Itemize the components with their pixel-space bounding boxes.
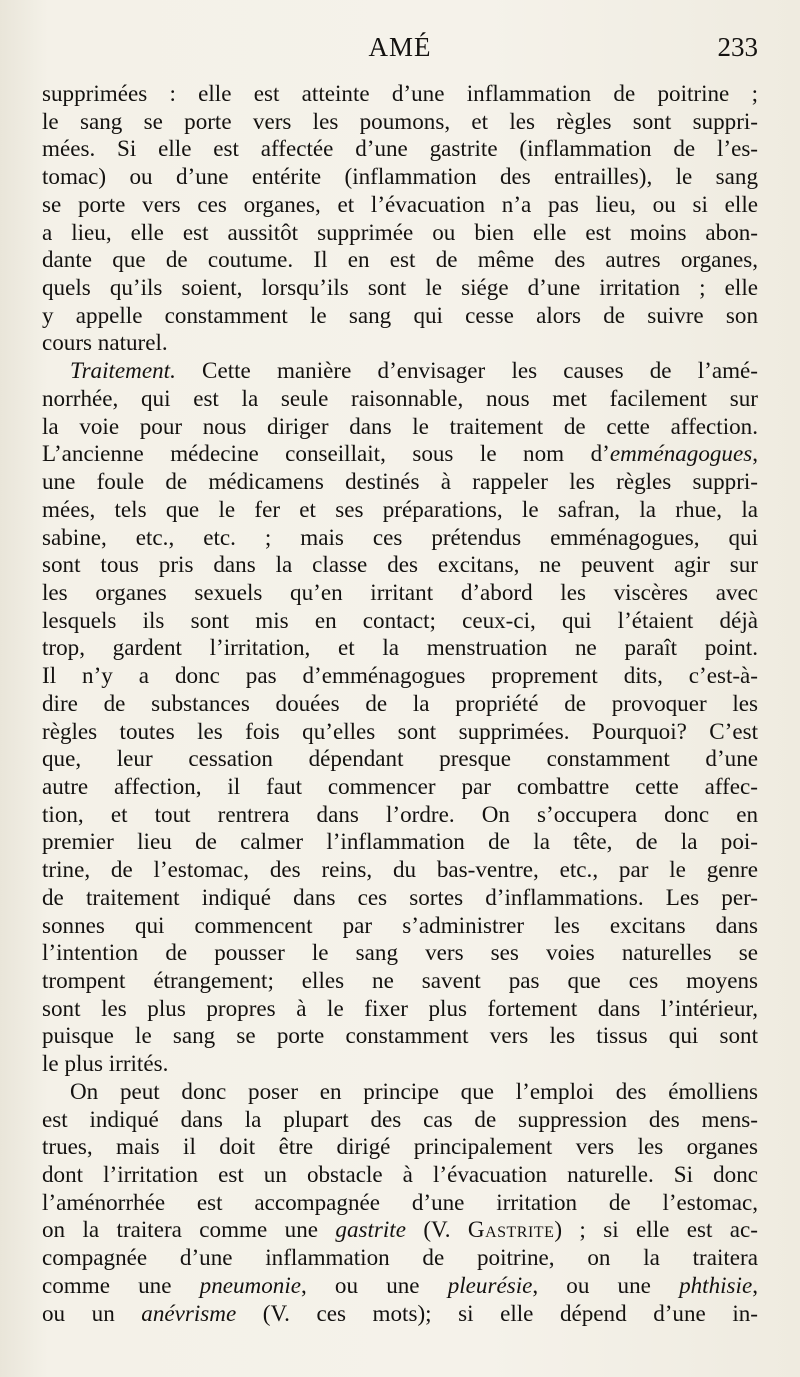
italic-term: phthisie <box>679 1271 753 1298</box>
text-run: L’ancienne médecine conseillait, sous le nom d’ <box>42 440 610 467</box>
text-run: premier lieu de calmer l’inflammation de la tête, de la poi- <box>42 828 758 855</box>
text-line <box>42 1078 758 1106</box>
text-line <box>42 191 758 219</box>
text-run: sonnes qui commencent par s’administrer les excitans dans <box>42 911 758 938</box>
page-number: 233 <box>717 32 758 62</box>
text-line <box>42 219 758 247</box>
text-line <box>42 1244 758 1272</box>
text-run: une foule de médicamens destinés à rappeler les règles suppri- <box>42 468 758 495</box>
text-run: comme une <box>42 1271 200 1298</box>
text-line <box>42 939 758 967</box>
text-line <box>42 1022 758 1050</box>
text-line <box>42 884 758 912</box>
text-line <box>42 662 758 690</box>
text-line <box>42 413 758 441</box>
text-line <box>42 357 758 385</box>
text-line <box>42 468 758 496</box>
text-line <box>42 302 758 330</box>
text-run: sont tous pris dans la classe des excitans, ne peuvent agir sur <box>42 551 758 578</box>
text-run: , ou une <box>301 1271 448 1298</box>
text-line <box>42 912 758 940</box>
text-line <box>42 329 758 357</box>
running-head <box>42 32 758 72</box>
text-line <box>42 1189 758 1217</box>
text-run: est indiqué dans la plupart des cas de suppression des mens- <box>42 1105 758 1132</box>
text-run: On peut donc poser en principe que l’emploi des émolliens <box>70 1077 758 1104</box>
text-run: (V. ces mots); si elle dépend d’une in- <box>236 1299 758 1326</box>
text-line <box>42 108 758 136</box>
text-run: de traitement indiqué dans ces sortes d’inflammations. Les per- <box>42 883 758 910</box>
text-run: y appelle constamment le sang qui cesse alors de suivre son <box>42 301 758 328</box>
italic-term: gastrite <box>335 1216 406 1243</box>
text-line <box>42 1272 758 1300</box>
text-run: norrhée, qui est la seule raisonnable, nous met facilement sur <box>42 384 758 411</box>
text-run: , ou une <box>532 1271 680 1298</box>
running-head-title: AMÉ <box>368 32 432 62</box>
text-run: , <box>752 1271 758 1298</box>
text-run: trompent étrangement; elles ne savent pas que ces moyens <box>42 967 758 993</box>
text-line <box>42 718 758 746</box>
text-run: a lieu, elle est aussitôt supprimée ou bien elle est moins abon- <box>42 218 758 245</box>
text-run: trop, gardent l’irritation, et la menstruation ne paraît point. <box>42 634 758 661</box>
text-line <box>42 1161 758 1189</box>
small-caps-reference: Gastrite <box>467 1216 555 1243</box>
text-line <box>42 496 758 524</box>
text-line <box>42 967 758 995</box>
text-line <box>42 246 758 274</box>
text-run: , <box>752 440 758 467</box>
text-run: Il n’y a donc pas d’emménagogues proprement dits, c’est-à- <box>42 662 758 689</box>
text-run: dont l’irritation est un obstacle à l’évacuation naturelle. Si donc <box>42 1161 758 1188</box>
text-line <box>42 634 758 662</box>
text-run: supprimées : elle est atteinte d’une inflammation de poitrine ; <box>42 80 758 106</box>
text-line <box>42 1300 758 1328</box>
text-line <box>42 274 758 302</box>
text-line <box>42 1216 758 1244</box>
italic-term: pleurésie <box>447 1271 533 1298</box>
text-run: puisque le sang se porte constamment vers les tissus qui sont <box>42 1022 758 1049</box>
text-line <box>42 1050 758 1078</box>
text-run: tomac) ou d’une entérite (inflammation des entrailles), le sang <box>42 163 758 190</box>
text-run: (V. <box>405 1216 468 1243</box>
text-run: Cette manière d’envisager les causes de l’amé- <box>175 357 758 384</box>
text-run: autre affection, il faut commencer par combattre cette affec- <box>42 772 758 799</box>
text-line <box>42 385 758 413</box>
text-line <box>42 524 758 552</box>
text-run: sabine, etc., etc. ; mais ces prétendus emménagogues, qui <box>42 523 758 550</box>
text-line <box>42 607 758 635</box>
text-line <box>42 1133 758 1161</box>
text-line <box>42 551 758 579</box>
body-text <box>42 80 758 1327</box>
text-run: tion, et tout rentrera dans l’ordre. On s’occupera donc en <box>42 800 758 827</box>
italic-term: anévrisme <box>141 1299 237 1326</box>
text-line <box>42 1106 758 1134</box>
text-run: dire de substances douées de la propriété de provoquer les <box>42 689 758 716</box>
text-run: le sang se porte vers les poumons, et les règles sont suppri- <box>42 107 758 134</box>
text-run: trues, mais il doit être dirigé principalement vers les organes <box>42 1133 758 1160</box>
text-line <box>42 995 758 1023</box>
text-run: mées, tels que le fer et ses préparations, le safran, la rhue, la <box>42 495 758 522</box>
text-run: trine, de l’estomac, des reins, du bas-ventre, etc., par le genre <box>42 856 758 883</box>
text-line <box>42 773 758 801</box>
text-run: se porte vers ces organes, et l’évacuation n’a pas lieu, ou si elle <box>42 190 758 217</box>
text-run: lesquels ils sont mis en contact; ceux-ci, qui l’étaient déjà <box>42 606 758 633</box>
text-line <box>42 579 758 607</box>
text-run: l’aménorrhée est accompagnée d’une irritation de l’estomac, <box>42 1188 758 1215</box>
text-run: dante que de coutume. Il en est de même des autres organes, <box>42 246 758 273</box>
text-run: on la traitera comme une <box>42 1216 336 1243</box>
text-run: mées. Si elle est affectée d’une gastrite (inflammation de l’es- <box>42 135 758 162</box>
text-line <box>42 163 758 191</box>
text-line <box>42 801 758 829</box>
text-line <box>42 135 758 163</box>
text-line <box>42 856 758 884</box>
text-line <box>42 80 758 108</box>
text-run: ou un <box>42 1299 142 1326</box>
italic-term: pneumonie <box>199 1271 301 1298</box>
text-run: compagnée d’une inflammation de poitrine, on la traitera <box>42 1244 758 1271</box>
text-run: le plus irrités. <box>42 1050 169 1077</box>
italic-term: emménagogues <box>609 440 753 467</box>
text-run: l’intention de pousser le sang vers ses voies naturelles se <box>42 939 758 966</box>
text-run: règles toutes les fois qu’elles sont supprimées. Pourquoi? C’est <box>42 717 758 744</box>
text-run: que, leur cessation dépendant presque constamment d’une <box>42 745 758 772</box>
text-line <box>42 828 758 856</box>
text-run: ) ; si elle est ac- <box>554 1216 758 1243</box>
italic-term: Traitement. <box>70 357 176 384</box>
text-line <box>42 440 758 468</box>
text-run: les organes sexuels qu’en irritant d’abord les viscères avec <box>42 578 758 605</box>
text-run: sont les plus propres à le fixer plus fortement dans l’intérieur, <box>42 994 758 1021</box>
text-run: la voie pour nous diriger dans le traitement de cette affection. <box>42 412 758 439</box>
text-run: cours naturel. <box>42 329 168 356</box>
text-run: quels qu’ils soient, lorsqu’ils sont le siége d’une irritation ; elle <box>42 274 758 301</box>
text-line <box>42 690 758 718</box>
text-line <box>42 745 758 773</box>
